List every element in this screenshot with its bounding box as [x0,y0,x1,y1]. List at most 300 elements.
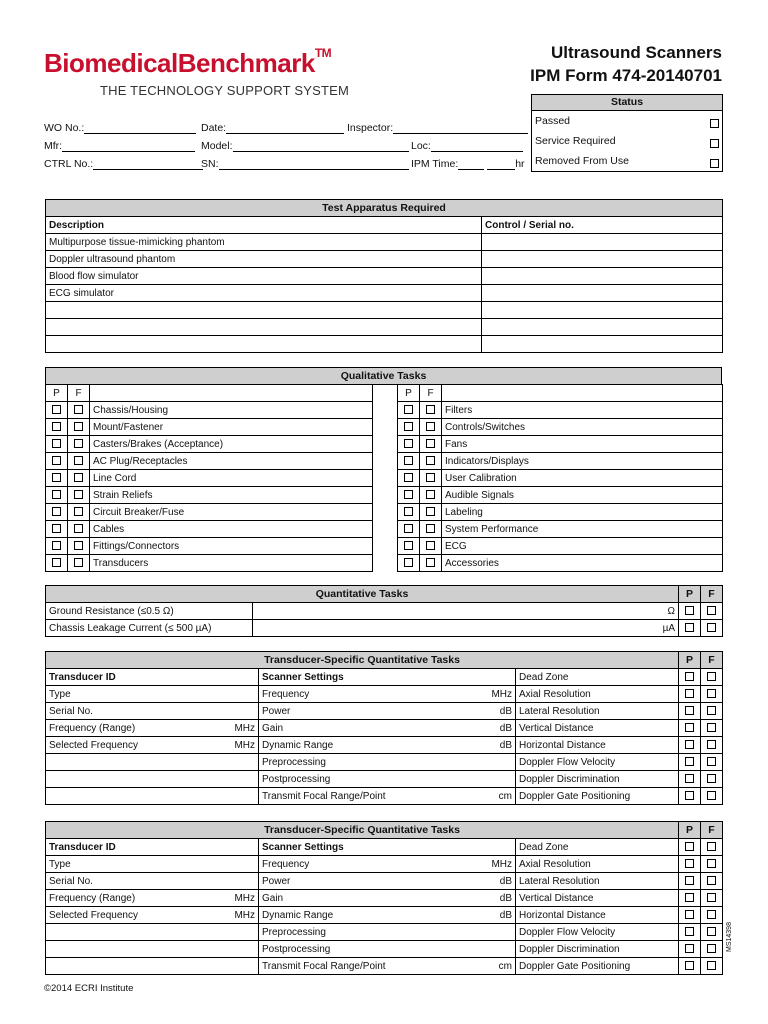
p-check[interactable] [679,703,701,720]
measure-label: Vertical Distance [516,720,679,737]
f-check[interactable] [420,419,442,436]
setting-cell[interactable] [259,737,516,754]
pass-checkbox[interactable] [404,524,413,533]
fail-checkbox[interactable] [74,524,83,533]
form-number: IPM Form 474-20140701 [530,66,722,85]
transducer-cell[interactable] [46,771,259,788]
status-title: Status [532,95,723,111]
fail-checkbox[interactable] [74,456,83,465]
f-check[interactable] [420,453,442,470]
fail-checkbox[interactable] [707,623,716,632]
f-column-header: F [701,586,723,603]
p-check[interactable] [679,856,701,873]
pass-checkbox[interactable] [404,541,413,550]
f-check[interactable] [701,924,723,941]
apparatus-description: Blood flow simulator [46,268,482,285]
list-item [398,402,723,419]
p-check[interactable] [679,603,701,620]
ipm-line-1[interactable] [458,159,484,170]
p-check[interactable] [46,487,68,504]
setting-cell[interactable] [259,924,516,941]
task-label: Accessories [442,555,723,572]
date-line[interactable] [226,123,344,134]
p-check[interactable] [46,504,68,521]
pass-checkbox[interactable] [685,689,694,698]
p-check[interactable] [679,907,701,924]
pass-checkbox[interactable] [685,672,694,681]
measure-label: Dead Zone [516,669,679,686]
p-check[interactable] [398,521,420,538]
date-field[interactable] [201,122,344,134]
ctrl-field[interactable] [44,158,203,170]
f-column-header: F [701,822,723,839]
list-item [398,555,723,572]
pass-checkbox[interactable] [685,706,694,715]
setting-cell[interactable] [259,873,516,890]
p-check[interactable] [398,538,420,555]
table-row [46,907,723,924]
setting-cell[interactable] [259,788,516,805]
p-check[interactable] [679,839,701,856]
fail-checkbox[interactable] [707,859,716,868]
pass-checkbox[interactable] [404,422,413,431]
fail-checkbox[interactable] [426,439,435,448]
fail-checkbox[interactable] [426,541,435,550]
transducer-table-1 [45,651,723,805]
pass-checkbox[interactable] [685,757,694,766]
transducer-unit: MHz [234,909,255,921]
pass-checkbox[interactable] [685,893,694,902]
p-check[interactable] [398,419,420,436]
scanner-settings-header: Scanner Settings [259,839,516,856]
list-item [46,521,373,538]
transducer-cell[interactable] [46,958,259,975]
transducer-cell[interactable] [46,941,259,958]
fail-checkbox[interactable] [707,774,716,783]
apparatus-serial-cell[interactable] [482,234,723,251]
f-check[interactable] [701,720,723,737]
pass-checkbox[interactable] [685,740,694,749]
fail-checkbox[interactable] [426,422,435,431]
ipm-time-field[interactable] [411,158,525,170]
p-check[interactable] [679,788,701,805]
f-check[interactable] [68,521,90,538]
task-label: Cables [90,521,373,538]
measure-label: Vertical Distance [516,890,679,907]
f-check[interactable] [701,620,723,637]
sn-line[interactable] [219,159,409,170]
task-label: System Performance [442,521,723,538]
pass-checkbox[interactable] [404,490,413,499]
transducer-cell[interactable] [46,754,259,771]
f-check[interactable] [420,521,442,538]
loc-line[interactable] [431,141,523,152]
pass-checkbox[interactable] [685,623,694,632]
f-check[interactable] [420,436,442,453]
apparatus-description [46,336,482,353]
p-check[interactable] [398,504,420,521]
fail-checkbox[interactable] [707,689,716,698]
f-check[interactable] [701,737,723,754]
fail-checkbox[interactable] [426,405,435,414]
loc-label: Loc: [411,140,431,152]
f-check[interactable] [68,504,90,521]
fail-checkbox[interactable] [707,961,716,970]
setting-unit: MHz [491,688,512,700]
setting-cell[interactable] [259,754,516,771]
pass-checkbox[interactable] [685,859,694,868]
p-check[interactable] [46,419,68,436]
task-label: Indicators/Displays [442,453,723,470]
status-passed-checkbox[interactable] [710,119,719,128]
quant-value-cell[interactable] [253,620,679,637]
quant-label: Ground Resistance (≤0.5 Ω) [46,603,253,620]
pass-checkbox[interactable] [52,524,61,533]
quant-label: Chassis Leakage Current (≤ 500 µA) [46,620,253,637]
table-row [46,620,723,637]
fail-checkbox[interactable] [707,757,716,766]
pass-checkbox[interactable] [52,507,61,516]
task-label: Casters/Brakes (Acceptance) [90,436,373,453]
p-check[interactable] [398,555,420,572]
setting-cell[interactable] [259,686,516,703]
f-check[interactable] [68,419,90,436]
p-check[interactable] [46,402,68,419]
p-check[interactable] [679,771,701,788]
fail-checkbox[interactable] [707,927,716,936]
list-item [46,487,373,504]
f-check[interactable] [701,603,723,620]
f-check[interactable] [68,453,90,470]
table-row [46,319,723,336]
f-check[interactable] [701,941,723,958]
fail-checkbox[interactable] [707,944,716,953]
copyright: ©2014 ECRI Institute [44,983,134,994]
setting-cell[interactable] [259,941,516,958]
quantitative-table [45,585,723,637]
f-check[interactable] [701,856,723,873]
apparatus-col-serial: Control / Serial no. [482,217,723,234]
pass-checkbox[interactable] [52,439,61,448]
p-check[interactable] [679,958,701,975]
f-check[interactable] [701,686,723,703]
f-check[interactable] [420,487,442,504]
f-check[interactable] [701,839,723,856]
setting-label: Postprocessing [262,943,331,955]
measure-label: Dead Zone [516,839,679,856]
pass-checkbox[interactable] [685,910,694,919]
setting-unit: dB [499,909,512,921]
f-check[interactable] [420,402,442,419]
p-check[interactable] [46,470,68,487]
fail-checkbox[interactable] [707,791,716,800]
fail-checkbox[interactable] [707,606,716,615]
f-column-header: F [420,385,442,402]
f-check[interactable] [420,555,442,572]
f-check[interactable] [701,907,723,924]
table-row [46,302,723,319]
p-check[interactable] [679,737,701,754]
measure-label: Doppler Gate Positioning [516,788,679,805]
tagline: THE TECHNOLOGY SUPPORT SYSTEM [100,83,350,98]
quantitative-title: Quantitative Tasks [46,586,679,603]
setting-cell[interactable] [259,958,516,975]
fail-checkbox[interactable] [74,405,83,414]
list-item [398,504,723,521]
f-check[interactable] [68,487,90,504]
p-check[interactable] [46,453,68,470]
ctrl-label: CTRL No.: [44,158,94,170]
qualitative-header [45,367,722,385]
pass-checkbox[interactable] [685,791,694,800]
p-check[interactable] [679,873,701,890]
measure-label: Horizontal Distance [516,737,679,754]
p-check[interactable] [679,941,701,958]
pass-checkbox[interactable] [52,541,61,550]
transducer-id-header: Transducer ID [46,669,259,686]
pass-checkbox[interactable] [52,558,61,567]
transducer-cell[interactable] [46,873,259,890]
fail-checkbox[interactable] [707,706,716,715]
p-check[interactable] [46,555,68,572]
p-check[interactable] [679,890,701,907]
status-service[interactable] [532,131,723,151]
fail-checkbox[interactable] [426,524,435,533]
status-removed-checkbox[interactable] [710,159,719,168]
transducer-label: Serial No. [49,875,93,887]
f-check[interactable] [68,538,90,555]
fail-checkbox[interactable] [426,490,435,499]
status-passed[interactable] [532,111,723,132]
transducer-cell[interactable] [46,856,259,873]
p-check[interactable] [398,402,420,419]
pass-checkbox[interactable] [685,876,694,885]
pass-checkbox[interactable] [685,961,694,970]
transducer-unit: MHz [234,892,255,904]
fail-checkbox[interactable] [707,740,716,749]
f-check[interactable] [701,669,723,686]
setting-label: Frequency [262,858,310,870]
f-check[interactable] [701,958,723,975]
form-title: Ultrasound Scanners [551,43,722,62]
fail-checkbox[interactable] [707,723,716,732]
mfr-line[interactable] [62,141,195,152]
p-check[interactable] [398,436,420,453]
table-row [46,856,723,873]
setting-label: Gain [262,892,284,904]
pass-checkbox[interactable] [685,723,694,732]
setting-cell[interactable] [259,703,516,720]
fail-checkbox[interactable] [74,439,83,448]
f-check[interactable] [420,538,442,555]
loc-field[interactable] [411,140,523,152]
fail-checkbox[interactable] [74,541,83,550]
transducer-cell[interactable] [46,907,259,924]
fail-checkbox[interactable] [707,910,716,919]
wo-field[interactable] [44,122,196,134]
wo-line[interactable] [84,123,196,134]
p-check[interactable] [679,620,701,637]
task-label: AC Plug/Receptacles [90,453,373,470]
table-row [46,703,723,720]
pass-checkbox[interactable] [404,558,413,567]
pass-checkbox[interactable] [52,473,61,482]
f-check[interactable] [701,703,723,720]
transducer-title: Transducer-Specific Quantitative Tasks [46,822,679,839]
p-check[interactable] [679,686,701,703]
f-check[interactable] [68,402,90,419]
fail-checkbox[interactable] [707,842,716,851]
fail-checkbox[interactable] [707,672,716,681]
table-row [46,941,723,958]
task-label: ECG [442,538,723,555]
p-check[interactable] [398,453,420,470]
ctrl-line[interactable] [93,159,203,170]
transducer-cell[interactable] [46,703,259,720]
task-label: Fittings/Connectors [90,538,373,555]
status-removed[interactable] [532,151,723,172]
pass-checkbox[interactable] [52,456,61,465]
transducer-cell[interactable] [46,720,259,737]
sn-field[interactable] [201,158,409,170]
qualitative-left-table [45,384,373,572]
measure-label: Doppler Flow Velocity [516,924,679,941]
inspector-field[interactable] [347,122,528,134]
pass-checkbox[interactable] [404,405,413,414]
mfr-label: Mfr: [44,140,63,152]
f-check[interactable] [701,788,723,805]
measure-label: Doppler Discrimination [516,941,679,958]
p-check[interactable] [679,720,701,737]
apparatus-description [46,302,482,319]
transducer-cell[interactable] [46,924,259,941]
setting-cell[interactable] [259,856,516,873]
inspector-label: Inspector: [347,122,394,134]
apparatus-serial-cell[interactable] [482,285,723,302]
fail-checkbox[interactable] [74,507,83,516]
table-row [46,336,723,353]
setting-unit: dB [499,722,512,734]
model-field[interactable] [201,140,409,152]
pass-checkbox[interactable] [52,405,61,414]
f-check[interactable] [68,555,90,572]
setting-cell[interactable] [259,907,516,924]
setting-cell[interactable] [259,720,516,737]
setting-label: Power [262,705,291,717]
setting-cell[interactable] [259,771,516,788]
ipm-line-2[interactable] [487,159,515,170]
measure-label: Doppler Gate Positioning [516,958,679,975]
transducer-cell[interactable] [46,737,259,754]
pass-checkbox[interactable] [404,439,413,448]
model-label: Model: [201,140,233,152]
blank-header [442,385,723,402]
trademark: TM [314,46,332,60]
fail-checkbox[interactable] [74,490,83,499]
f-check[interactable] [68,436,90,453]
fail-checkbox[interactable] [74,422,83,431]
fail-checkbox[interactable] [426,456,435,465]
mfr-field[interactable] [44,140,195,152]
pass-checkbox[interactable] [685,842,694,851]
fail-checkbox[interactable] [74,558,83,567]
setting-cell[interactable] [259,890,516,907]
measure-label: Axial Resolution [516,686,679,703]
pass-checkbox[interactable] [404,456,413,465]
f-check[interactable] [701,873,723,890]
p-check[interactable] [46,436,68,453]
task-label: Line Cord [90,470,373,487]
pass-checkbox[interactable] [685,944,694,953]
p-check[interactable] [46,521,68,538]
list-item [46,436,373,453]
status-removed-label: Removed From Use [535,154,629,167]
apparatus-serial-cell[interactable] [482,302,723,319]
f-check[interactable] [701,771,723,788]
measure-label: Doppler Discrimination [516,771,679,788]
f-check[interactable] [420,470,442,487]
p-check[interactable] [46,538,68,555]
pass-checkbox[interactable] [685,927,694,936]
transducer-cell[interactable] [46,686,259,703]
quant-unit: Ω [667,605,675,617]
f-check[interactable] [701,890,723,907]
setting-label: Dynamic Range [262,739,334,751]
brand-name: BiomedicalBenchmark [44,48,315,78]
p-check[interactable] [398,487,420,504]
p-check[interactable] [398,470,420,487]
pass-checkbox[interactable] [404,507,413,516]
setting-label: Dynamic Range [262,909,334,921]
p-check[interactable] [679,754,701,771]
p-column-header: P [679,822,701,839]
f-check[interactable] [420,504,442,521]
transducer-cell[interactable] [46,788,259,805]
transducer-unit: MHz [234,739,255,751]
p-check[interactable] [679,924,701,941]
apparatus-serial-cell[interactable] [482,319,723,336]
p-check[interactable] [679,669,701,686]
qualitative-right-rows [398,385,723,572]
fail-checkbox[interactable] [426,507,435,516]
fail-checkbox[interactable] [707,876,716,885]
inspector-line[interactable] [393,123,528,134]
pass-checkbox[interactable] [404,473,413,482]
transducer-cell[interactable] [46,890,259,907]
fail-checkbox[interactable] [74,473,83,482]
pass-checkbox[interactable] [52,422,61,431]
f-check[interactable] [701,754,723,771]
apparatus-serial-cell[interactable] [482,251,723,268]
fail-checkbox[interactable] [707,893,716,902]
status-service-checkbox[interactable] [710,139,719,148]
setting-unit: dB [499,892,512,904]
fail-checkbox[interactable] [426,473,435,482]
pass-checkbox[interactable] [52,490,61,499]
pass-checkbox[interactable] [685,774,694,783]
apparatus-col-description: Description [46,217,482,234]
fail-checkbox[interactable] [426,558,435,567]
pass-checkbox[interactable] [685,606,694,615]
setting-unit: cm [498,790,512,802]
apparatus-serial-cell[interactable] [482,268,723,285]
model-line[interactable] [233,141,409,152]
f-check[interactable] [68,470,90,487]
apparatus-serial-cell[interactable] [482,336,723,353]
quant-value-cell[interactable] [253,603,679,620]
task-label: Labeling [442,504,723,521]
setting-label: Gain [262,722,284,734]
